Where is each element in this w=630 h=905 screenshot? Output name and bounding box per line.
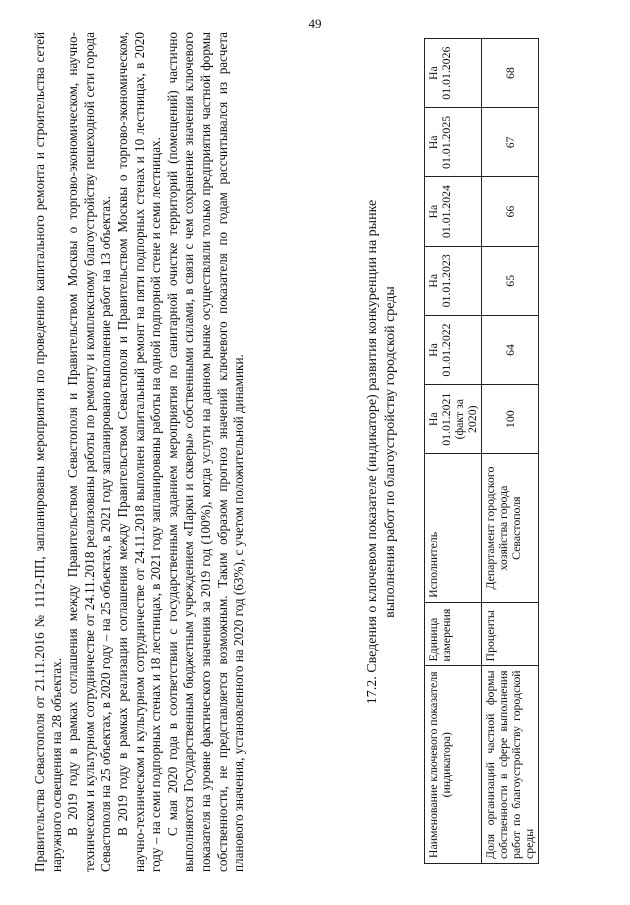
cell-value-2025: 67 [482, 108, 539, 177]
table-row [482, 39, 539, 864]
cell-value-2022: 64 [482, 315, 539, 384]
header-year-2022: На 01.01.2022 [425, 315, 482, 384]
rotated-page-content [32, 32, 607, 872]
paragraph: В 2019 году в рамках соглашения между Правительством Севастополя и Правительством Москвы о торгово-экономическом, научно-техническом и культурном сотрудничестве от 24.11.2018 реализованы работы по ремонту и комплексному благоустройству пешеходной сети города Севастополя на 25 объектах, в 2020 году – на 25 объектах, в 2021 году запланировано выполнение работ на 13 объектах. [65, 32, 114, 872]
cell-unit: Проценты [482, 602, 539, 666]
cell-value-2026: 68 [482, 39, 539, 108]
section-title [364, 122, 399, 782]
section-title-line: выполнения работ по благоустройству городской среды [382, 286, 398, 618]
table-header-row [425, 39, 482, 864]
cell-value-2021: 100 [482, 385, 539, 454]
header-indicator-name: Наименование ключевого показателя (индикатора) [425, 666, 482, 864]
cell-indicator-name: Доля организаций частной формы собственности в сфере выполнения работ по благоустройству городской среды [482, 666, 539, 864]
header-year-2024: На 01.01.2024 [425, 177, 482, 246]
paragraph: В 2019 году в рамках реализации соглашения между Правительством Севастополя и Правительством Москвы о торгово-экономическом, научно-техническом и культурном сотрудничестве от 24.11.2018 выполнен капитальный ремонт на пяти подпорных стенах и 10 лестницах, в 2020 году – на семи подпорных стенах и 18 лестницах, в 2021 году запланированы работы на одной подпорной стене и семи лестницах. [114, 32, 164, 872]
cell-value-2023: 65 [482, 246, 539, 315]
header-year-2021: На 01.01.2021 (факт за 2020) [425, 385, 482, 454]
header-year-2023: На 01.01.2023 [425, 246, 482, 315]
page-number: 49 [308, 16, 322, 31]
cell-value-2024: 66 [482, 177, 539, 246]
header-executor: Исполнитель [425, 454, 482, 603]
paragraph: С мая 2020 года в соответствии с государственным заданием мероприятия по санитарной очистке территорий (помещений) частично выполняются Государственным бюджетным учреждением «Парки и скверы» собственными силами, в связи с чем сохранение значения ключевого показателя на уровне фактического значения за 2019 год (100%), когда услуги на данном рынке осуществляли только предприятия частной формы собственности, не представляется возможным. Таким образом прогноз значений ключевого показателя по годам рассчитывался из расчета планового значения, установленного на 2020 год (63%), с учетом положительной динамики. [164, 32, 247, 872]
body-text [32, 32, 248, 872]
paragraph: Правительства Севастополя от 21.11.2016 № 1112-ПП, запланированы мероприятия по проведению капитального ремонта и строительства сетей наружного освещения на 28 объектах. [32, 32, 64, 872]
section-title-line: 17.2. Сведения о ключевом показателе (индикаторе) развития конкуренции на рынке [365, 199, 380, 705]
header-year-2026: На 01.01.2026 [425, 39, 482, 108]
cell-executor: Департамент городского хозяйства города Севастополя [482, 454, 539, 603]
header-year-2025: На 01.01.2025 [425, 108, 482, 177]
kpi-table [424, 38, 539, 864]
header-unit: Единица измерения [425, 602, 482, 666]
